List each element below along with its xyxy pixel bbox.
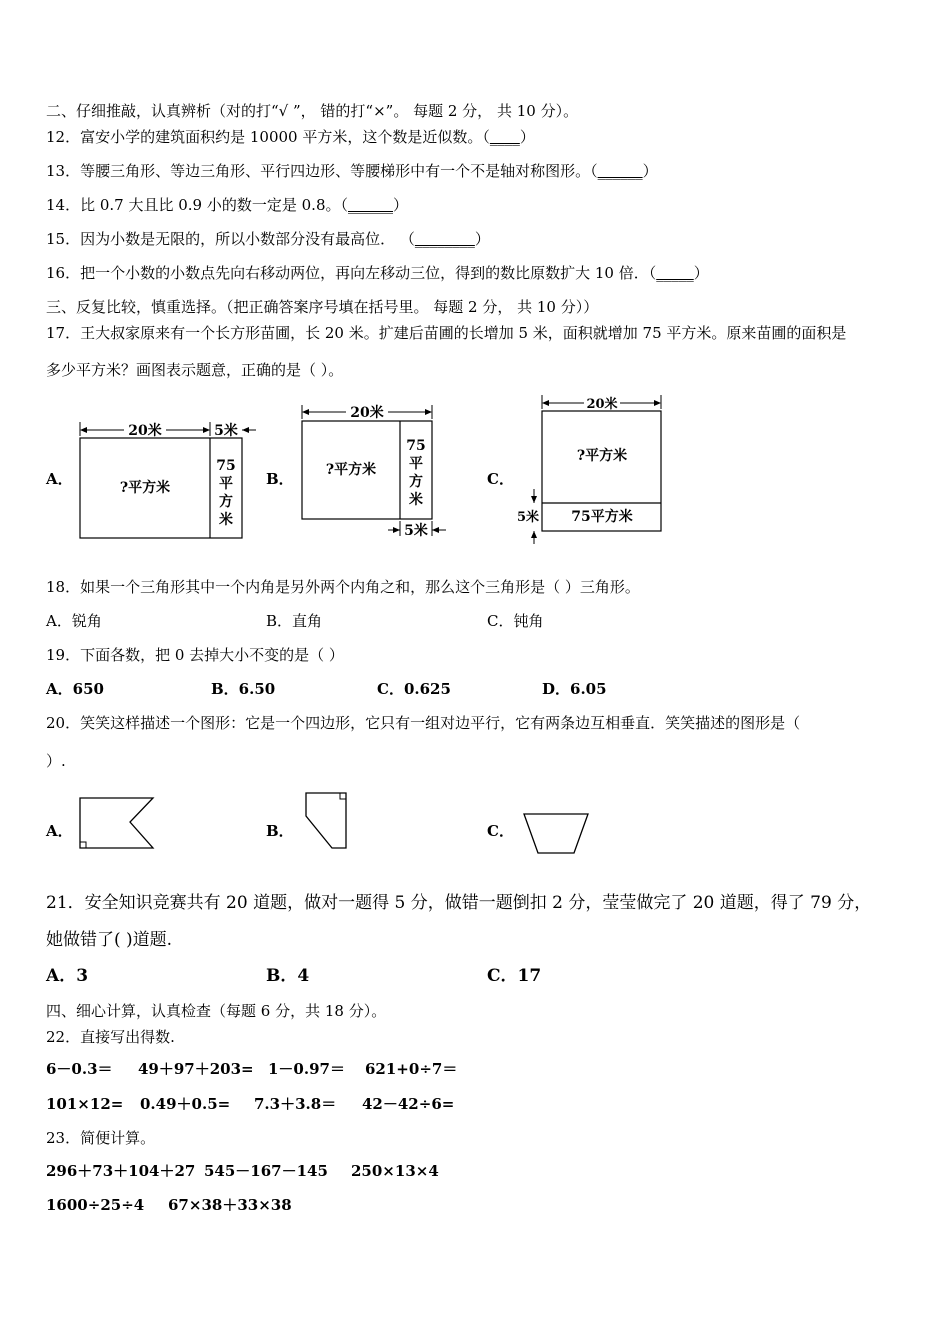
question-15 bbox=[46, 229, 490, 249]
q19-option-b[interactable]: B．6.50 bbox=[211, 680, 276, 698]
q16-blank[interactable]: _____ bbox=[656, 264, 694, 282]
q23-row1-item3: 250×13×4 bbox=[351, 1162, 439, 1180]
q18-option-a[interactable]: A．锐角 bbox=[46, 612, 102, 630]
q13-close: ） bbox=[642, 162, 658, 180]
q13-text: 13．等腰三角形、等边三角形、平行四边形、等腰梯形中有一个不是轴对称图形。（ bbox=[46, 162, 598, 180]
q17-option-a-label[interactable]: A． bbox=[46, 470, 73, 488]
fig-b-top-label: 20米 bbox=[350, 405, 384, 421]
q22-row2-item4: 42－42÷6= bbox=[362, 1095, 455, 1113]
q22-row2-item3: 7.3＋3.8＝ bbox=[254, 1095, 337, 1113]
q20-option-b-label[interactable]: B． bbox=[266, 822, 294, 840]
q20-shape-c bbox=[520, 810, 592, 858]
question-13 bbox=[46, 161, 658, 181]
q18-option-c[interactable]: C．钝角 bbox=[487, 612, 544, 630]
q14-close: ） bbox=[393, 196, 409, 214]
q12-text: 12．富安小学的建筑面积约是 10000 平方米，这个数是近似数。（ bbox=[46, 128, 490, 146]
q21-option-c[interactable]: C．17 bbox=[487, 966, 542, 986]
q22-row1-item3: 1－0.97＝ bbox=[268, 1060, 345, 1078]
q17-figure-b bbox=[296, 402, 466, 542]
q23-title: 23．简便计算。 bbox=[46, 1129, 156, 1147]
q15-close: ） bbox=[474, 230, 490, 248]
fig-b-strip-v3: 方 bbox=[409, 474, 423, 490]
q17-option-c-label[interactable]: C． bbox=[487, 470, 514, 488]
fig-c-strip-label: 75平方米 bbox=[571, 509, 633, 525]
q17-line1: 17．王大叔家原来有一个长方形苗圃，长 20 米。扩建后苗圃的长增加 5 米，面积就增加 75 平方米。原来苗圃的面积是 bbox=[46, 324, 847, 342]
fig-c-area-label: ?平方米 bbox=[576, 448, 628, 464]
q13-blank[interactable]: ______ bbox=[597, 162, 643, 180]
q22-row2-item1: 101×12= bbox=[46, 1095, 124, 1113]
question-19: 19．下面各数，把 0 去掉大小不变的是（ ） bbox=[46, 646, 344, 664]
q21-line2: 她做错了( )道题. bbox=[46, 930, 173, 950]
q19-option-d[interactable]: D．6.05 bbox=[542, 680, 607, 698]
q16-text: 16．把一个小数的小数点先向右移动两位，再向左移动三位，得到的数比原数扩大 10 倍．（ bbox=[46, 264, 657, 282]
q19-option-c[interactable]: C．0.625 bbox=[377, 680, 451, 698]
q15-blank[interactable]: ________ bbox=[414, 230, 475, 248]
q20-line2: ）. bbox=[46, 752, 66, 770]
q22-title: 22．直接写出得数. bbox=[46, 1028, 175, 1046]
q14-blank[interactable]: ______ bbox=[348, 196, 393, 214]
fig-b-strip-v1: 75 bbox=[406, 438, 426, 454]
fig-a-top-label: 20米 bbox=[128, 423, 162, 439]
q22-row1-item2: 49＋97＋203= bbox=[138, 1060, 254, 1078]
fig-a-strip-v3: 方 bbox=[219, 494, 233, 510]
fig-a-strip-v4: 米 bbox=[219, 512, 233, 528]
fig-c-side-label: 5米 bbox=[516, 510, 540, 525]
fig-a-area-label: ?平方米 bbox=[119, 480, 171, 496]
question-18: 18．如果一个三角形其中一个内角是另外两个内角之和，那么这个三角形是（ ）三角形。 bbox=[46, 578, 640, 596]
q17-figure-c bbox=[512, 392, 672, 552]
q16-close: ） bbox=[693, 264, 709, 282]
fig-b-strip-v4: 米 bbox=[409, 492, 423, 508]
section4-header: 四、细心计算，认真检查（每题 6 分，共 18 分）。 bbox=[46, 1002, 387, 1020]
fig-a-strip-v2: 平 bbox=[219, 476, 233, 492]
fig-b-bottom-label: 5米 bbox=[404, 523, 428, 539]
q15-text: 15．因为小数是无限的，所以小数部分没有最高位． （ bbox=[46, 230, 415, 248]
q18-option-b[interactable]: B．直角 bbox=[266, 612, 323, 630]
q19-option-a[interactable]: A．650 bbox=[46, 680, 104, 698]
q20-line1: 20．笑笑这样描述一个图形：它是一个四边形，它只有一组对边平行，它有两条边互相垂直．笑笑描述的图形是（ bbox=[46, 714, 801, 732]
q14-text: 14．比 0.7 大且比 0.9 小的数一定是 0.8。（ bbox=[46, 196, 348, 214]
q21-option-b[interactable]: B．4 bbox=[266, 966, 310, 986]
q23-row2-item2: 67×38＋33×38 bbox=[168, 1196, 292, 1214]
section2-header: 二、仔细推敲，认真辨析（对的打“√ ”， 错的打“×”。 每题 2 分， 共 10 分）。 bbox=[46, 102, 579, 120]
q17-option-b-label[interactable]: B． bbox=[266, 470, 294, 488]
q20-option-c-label[interactable]: C． bbox=[487, 822, 514, 840]
q20-option-a-label[interactable]: A． bbox=[46, 822, 73, 840]
fig-b-strip-v2: 平 bbox=[409, 456, 423, 472]
q22-row1-item4: 621+0÷7＝ bbox=[365, 1060, 458, 1078]
q22-row2-item2: 0.49＋0.5= bbox=[140, 1095, 231, 1113]
fig-a-right-label: 5米 bbox=[214, 423, 238, 439]
q12-blank[interactable]: ____ bbox=[489, 128, 520, 146]
q20-shape-a bbox=[78, 796, 158, 852]
fig-a-strip-v1: 75 bbox=[216, 458, 236, 474]
question-14 bbox=[46, 195, 408, 215]
section3-header: 三、反复比较，慎重选择。（把正确答案序号填在括号里。 每题 2 分， 共 10 分）） bbox=[46, 298, 599, 316]
q17-figure-a bbox=[72, 418, 262, 548]
q23-row1-item2: 545－167－145 bbox=[204, 1162, 328, 1180]
fig-c-top-label: 20米 bbox=[586, 397, 618, 412]
question-16 bbox=[46, 263, 709, 283]
fig-b-area-label: ?平方米 bbox=[325, 462, 377, 478]
question-12 bbox=[46, 127, 535, 147]
q21-option-a[interactable]: A．3 bbox=[46, 966, 89, 986]
q21-line1: 21．安全知识竞赛共有 20 道题，做对一题得 5 分，做错一题倒扣 2 分，莹莹做完了 20 道题，得了 79 分， bbox=[46, 893, 872, 913]
q23-row1-item1: 296＋73＋104＋27 bbox=[46, 1162, 196, 1180]
q23-row2-item1: 1600÷25÷4 bbox=[46, 1196, 145, 1214]
q12-close: ） bbox=[519, 128, 535, 146]
q17-line2: 多少平方米？画图表示题意，正确的是（ ）。 bbox=[46, 361, 344, 379]
q22-row1-item1: 6－0.3＝ bbox=[46, 1060, 113, 1078]
q20-shape-b bbox=[302, 790, 350, 852]
